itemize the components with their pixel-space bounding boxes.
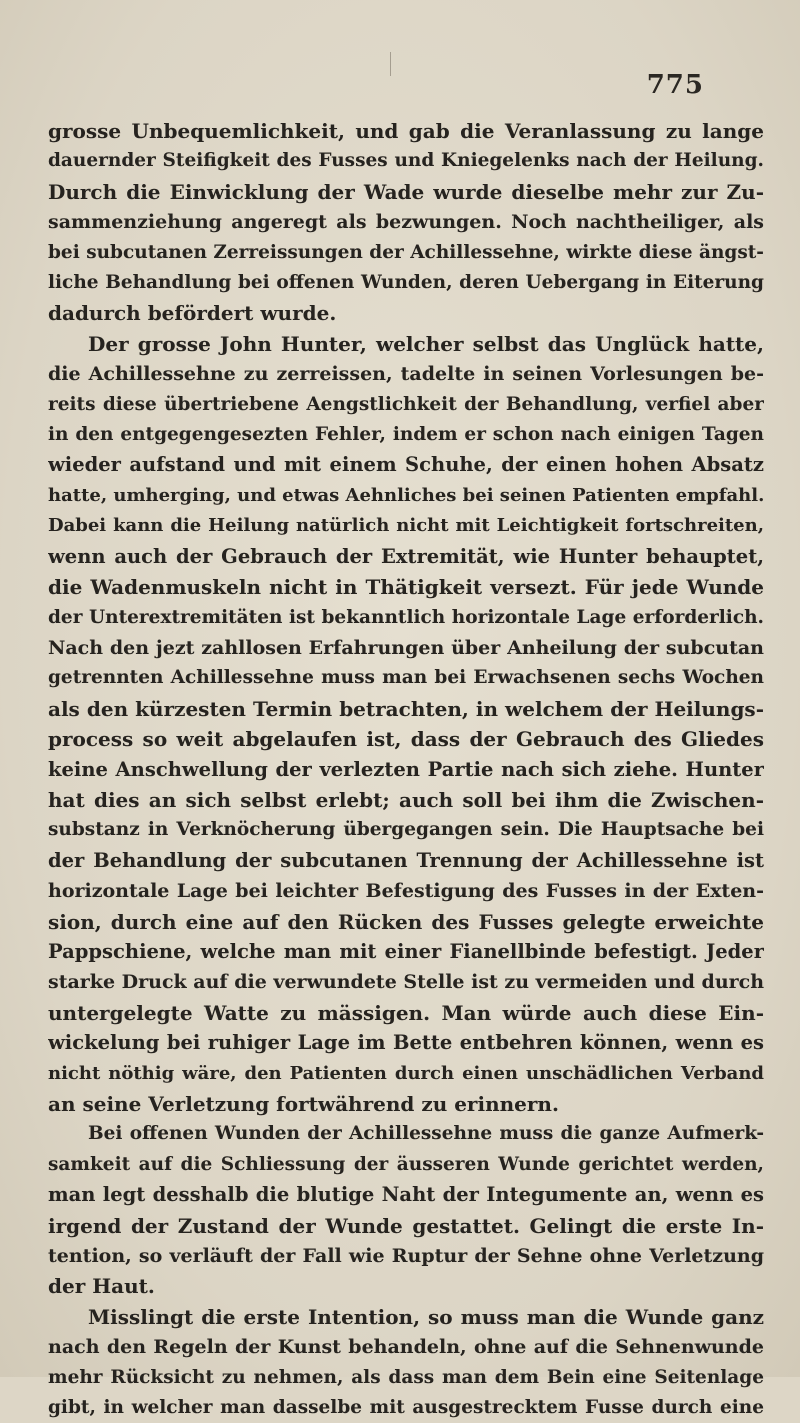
text-line: nach den Regeln der Kunst behandeln, ohne auf die Sehnenwunde	[48, 1336, 764, 1359]
text-line: hat dies an sich selbst erlebt; auch soll bei ihm die Zwischen-	[48, 787, 764, 812]
text-line: Bei offenen Wunden der Achillessehne muss die ganze Aufmerk-	[88, 1123, 764, 1145]
text-line: samkeit auf die Schliessung der äusseren Wunde gerichtet werden,	[48, 1153, 764, 1175]
text-line: der Unterextremitäten ist bekanntlich horizontale Lage erforderlich.	[48, 606, 764, 628]
text-line: der Behandlung der subcutanen Trennung der Achillessehne ist	[48, 848, 764, 872]
text-line: Misslingt die erste Intention, so muss man die Wunde ganz	[88, 1304, 764, 1329]
scan-mark	[390, 52, 391, 76]
text-line: als den kürzesten Termin betrachten, in welchem der Heilungs-	[48, 696, 764, 721]
text-line: mehr Rücksicht zu nehmen, als dass man dem Bein eine Seitenlage	[48, 1366, 764, 1388]
text-line: untergelegte Watte zu mässigen. Man würde auch diese Ein-	[48, 1000, 764, 1025]
text-line: Pappschiene, welche man mit einer Fianellbinde befestigt. Jeder	[48, 939, 764, 963]
body-text	[48, 116, 764, 1423]
text-line: wieder aufstand und mit einem Schuhe, der einen hohen Absatz	[48, 453, 764, 477]
text-line: gibt, in welcher man dasselbe mit ausgestrecktem Fusse durch eine	[48, 1397, 764, 1419]
text-line: reits diese übertriebene Aengstlichkeit der Behandlung, verfiel aber	[48, 393, 764, 415]
text-line: Dabei kann die Heilung natürlich nicht mit Leichtigkeit fortschreiten,	[48, 515, 764, 537]
text-line: nicht nöthig wäre, den Patienten durch einen unschädlichen Verband	[48, 1062, 764, 1084]
text-line: der Haut.	[48, 1274, 155, 1299]
text-line: wenn auch der Gebrauch der Extremität, wie Hunter behauptet,	[48, 544, 764, 568]
text-line: process so weit abgelaufen ist, dass der Gebrauch des Gliedes	[48, 727, 764, 752]
text-line: sammenziehung angeregt als bezwungen. Noch nachtheiliger, als	[48, 211, 764, 234]
text-line: irgend der Zustand der Wunde gestattet. Gelingt die erste In-	[48, 1213, 764, 1238]
text-line: dadurch befördert wurde.	[48, 301, 337, 326]
text-line: keine Anschwellung der verlezten Partie nach sich ziehe. Hunter	[48, 757, 764, 781]
text-line: an seine Verletzung fortwährend zu erinnern.	[48, 1092, 559, 1116]
text-line: wickelung bei ruhiger Lage im Bette entbehren können, wenn es	[48, 1031, 764, 1055]
text-line: hatte, umherging, und etwas Aehnliches bei seinen Patienten empfahl.	[48, 484, 764, 506]
text-line: dauernder Steifigkeit des Fusses und Kniegelenks nach der Heilung.	[48, 150, 764, 172]
text-line: in den entgegengesezten Fehler, indem er schon nach einigen Tagen	[48, 424, 764, 446]
text-line: substanz in Verknöcherung übergegangen sein. Die Hauptsache bei	[48, 819, 764, 841]
text-line: man legt desshalb die blutige Naht der Integumente an, wenn es	[48, 1183, 764, 1207]
page-number: 775	[646, 70, 704, 100]
text-line: starke Druck auf die verwundete Stelle ist zu vermeiden und durch	[48, 971, 764, 994]
text-line: horizontale Lage bei leichter Befestigung des Fusses in der Exten-	[48, 880, 764, 903]
text-line: getrennten Achillessehne muss man bei Erwachsenen sechs Wochen	[48, 667, 764, 689]
text-line: grosse Unbequemlichkeit, und gab die Veranlassung zu lange	[48, 119, 764, 143]
text-line: die Achillessehne zu zerreissen, tadelte in seinen Vorlesungen be-	[48, 363, 764, 386]
text-line: Nach den jezt zahllosen Erfahrungen über Anheilung der subcutan	[48, 636, 764, 659]
text-line: liche Behandlung bei offenen Wunden, deren Uebergang in Eiterung	[48, 272, 764, 294]
text-line: Durch die Einwicklung der Wade wurde dieselbe mehr zur Zu-	[48, 179, 764, 204]
text-line: Der grosse John Hunter, welcher selbst das Unglück hatte,	[88, 331, 764, 356]
text-line: sion, durch eine auf den Rücken des Fusses gelegte erweichte	[48, 909, 764, 934]
text-line: die Wadenmuskeln nicht in Thätigkeit versezt. Für jede Wunde	[48, 575, 764, 600]
text-line: bei subcutanen Zerreissungen der Achillessehne, wirkte diese ängst-	[48, 241, 764, 263]
text-line: tention, so verläuft der Fall wie Ruptur der Sehne ohne Verletzung	[48, 1245, 764, 1268]
